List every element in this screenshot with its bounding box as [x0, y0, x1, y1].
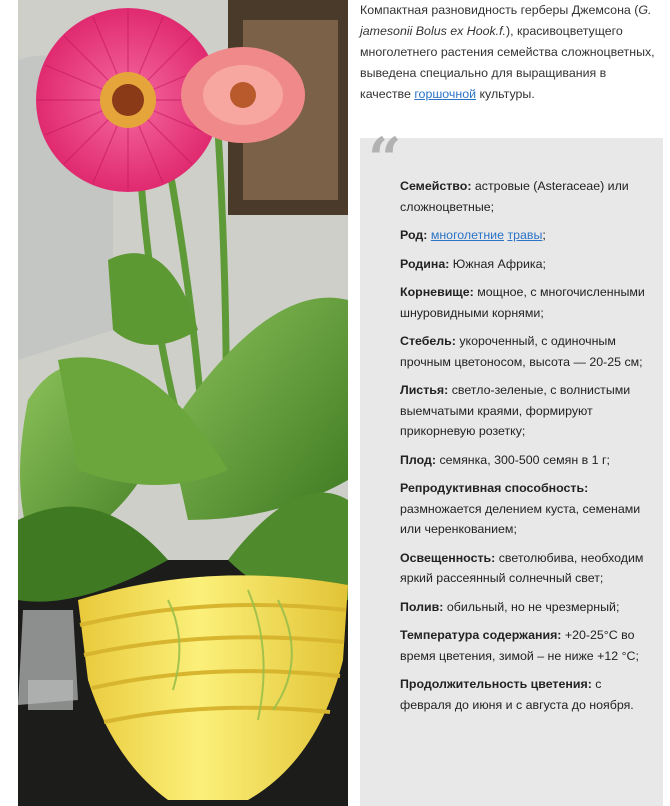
pot-culture-link[interactable]: горшочной: [414, 87, 477, 101]
fact-key: Род:: [400, 228, 428, 242]
fact-key: Родина:: [400, 256, 450, 271]
salmon-gerbera-flower: [181, 47, 305, 143]
facts-list: [400, 176, 655, 723]
latin-name: G. jamesonii Bolus ex Hook.f.: [360, 3, 652, 38]
fact-flowering: [400, 674, 655, 715]
fact-key: Полив:: [400, 599, 444, 614]
fact-key: Корневище:: [400, 285, 474, 299]
gerbera-illustration: [18, 0, 348, 806]
fact-key: Освещенность:: [400, 550, 496, 565]
fact-reproduction: [400, 478, 655, 540]
fact-value: мощное, с многочисленными шнуровидными корнями;: [400, 285, 645, 320]
fact-value: светолюбива, необходим яркий рассеянный солнечный свет;: [400, 550, 644, 585]
fact-value: обильный, но не чрезмерный;: [443, 599, 620, 614]
fact-key: Репродуктивная способность:: [400, 481, 589, 495]
fact-key: Плод:: [400, 452, 437, 467]
fact-key: Продолжительность цветения:: [400, 677, 592, 691]
fact-family: [400, 176, 655, 217]
fact-key: Температура содержания:: [400, 628, 562, 642]
herbs-link[interactable]: травы: [507, 228, 543, 242]
fact-homeland: [400, 254, 655, 275]
fact-key: Стебель:: [400, 334, 456, 348]
perennials-link[interactable]: многолетние: [430, 228, 504, 242]
fact-value: +20-25°С во время цветения, зимой – не ниже +12 °С;: [400, 628, 639, 663]
fact-key: Листья:: [400, 383, 449, 397]
fact-key: Семейство:: [400, 179, 472, 193]
fact-genus: Род: многолетние травы;: [400, 228, 546, 242]
fact-stem: [400, 331, 655, 372]
fact-value: семянка, 300-500 семян в 1 г;: [436, 452, 610, 467]
fact-value: светло-зеленые, с волнистыми выемчатыми краями, формируют прикорневую розетку;: [400, 383, 631, 438]
fact-lighting: [400, 548, 655, 589]
quote-mark-icon: “: [368, 125, 402, 193]
fact-value: астровые (Asteraceae) или сложноцветные;: [400, 179, 629, 214]
intro-text-after: культуры.: [476, 87, 535, 101]
intro-text-middle: ), красивоцветущего многолетнего растения семейства сложноцветных, выведена специально для выращивания в качестве: [360, 24, 655, 101]
fact-value: размножается делением куста, семенами или черенкованием;: [400, 501, 641, 536]
fact-watering: [400, 597, 655, 618]
fact-value: укороченный, с одиночным прочным цветоносом, высота — 20-25 см;: [400, 334, 643, 369]
fact-value: Южная Африка;: [449, 256, 546, 271]
fact-temperature: [400, 625, 655, 666]
fact-value: с февраля до июня и с августа до ноября.: [400, 677, 634, 712]
intro-paragraph: [360, 0, 660, 105]
fact-rhizome: [400, 282, 655, 323]
fact-fruit: [400, 450, 655, 471]
gerbera-photo: [18, 0, 348, 806]
facts-box: [360, 125, 663, 806]
intro-text-before: Компактная разновидность герберы Джемсона (: [360, 3, 639, 17]
fact-leaves: [400, 380, 655, 442]
